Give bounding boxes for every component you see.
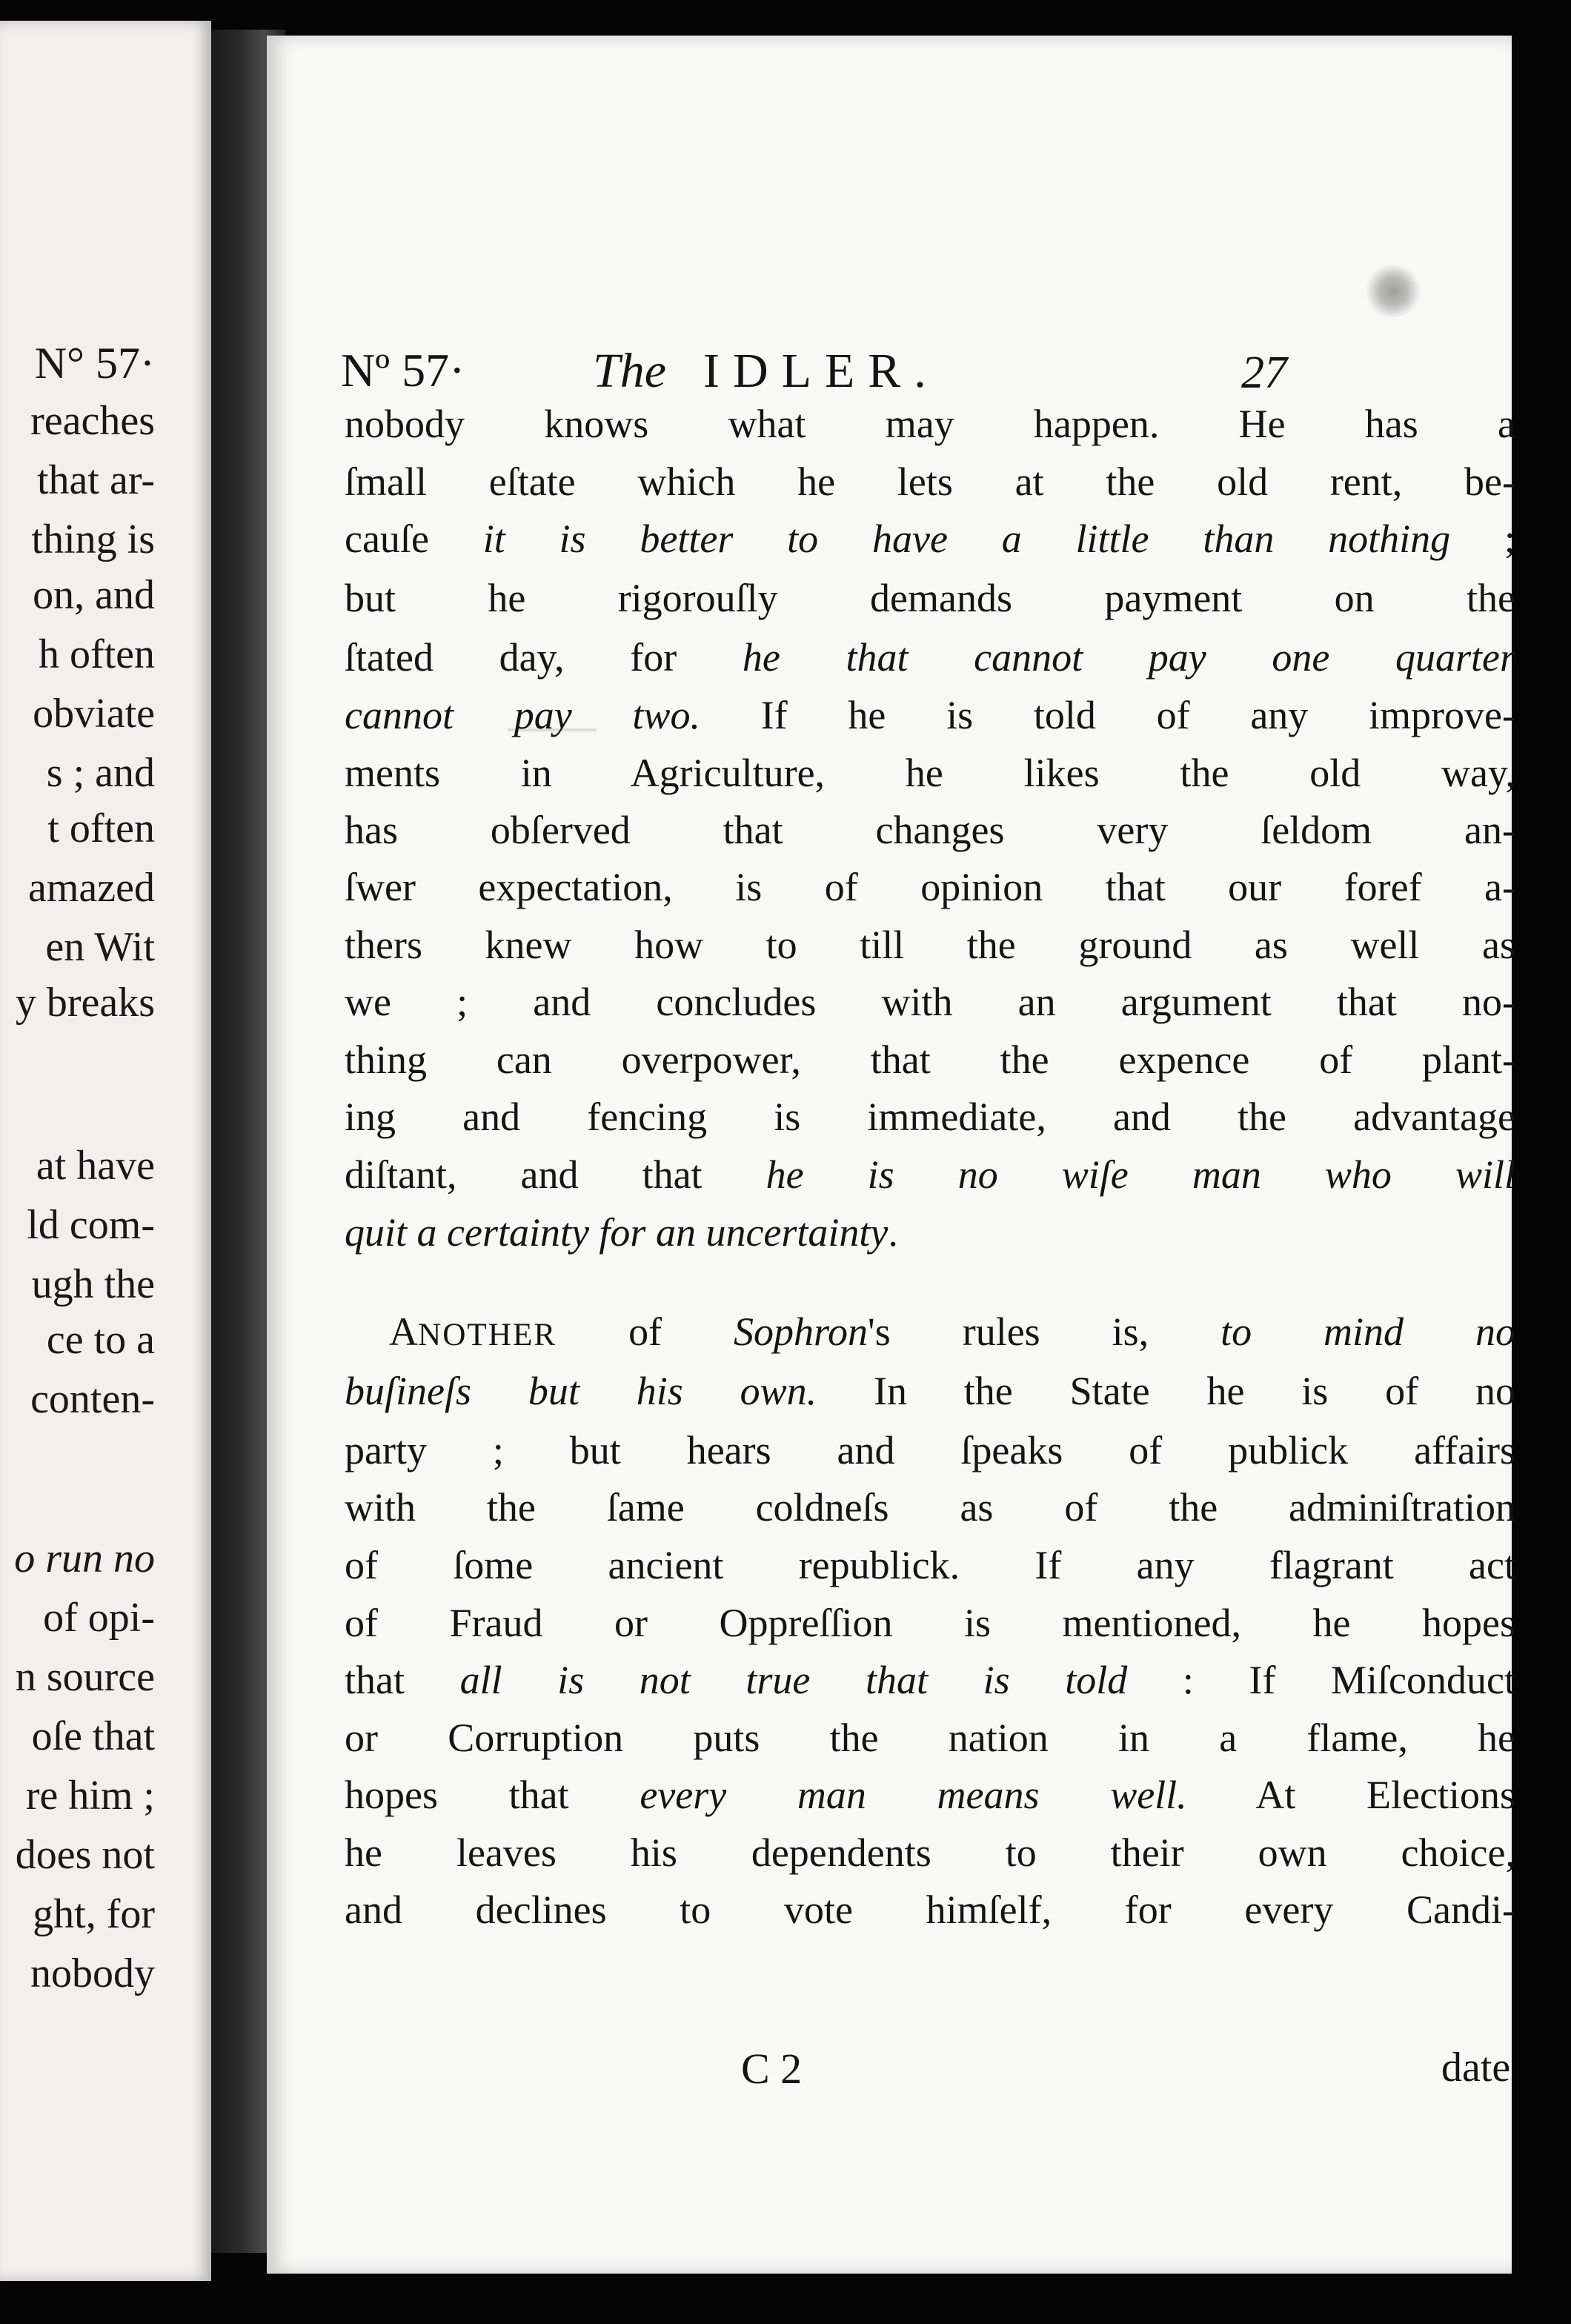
left-page-line: oſe that <box>31 1713 155 1759</box>
left-page-line: ld com- <box>27 1202 155 1248</box>
body-text <box>267 36 1515 2274</box>
catchword: date <box>1441 2045 1511 2091</box>
text-line: ſwer expectation, is of opinion that our foref a- <box>345 865 1515 909</box>
left-page-line: on, and <box>33 572 155 618</box>
text-line: that all is not true that is told : If Miſconduct <box>345 1658 1515 1702</box>
text-line: cannot pay two. If he is told of any improve- <box>345 693 1515 737</box>
text-line: thing can overpower, that the expence of plant- <box>345 1038 1515 1082</box>
text-line: cauſe it is better to have a little than nothing ; <box>345 517 1515 561</box>
left-page-line: thing is <box>31 517 155 562</box>
left-page-line: o run no <box>14 1536 155 1581</box>
text-line: but he rigorouſly demands payment on the <box>345 576 1515 620</box>
text-line: buſineſs but his own. In the State he is of no <box>345 1369 1515 1413</box>
text-line: he leaves his dependents to their own choice, <box>345 1830 1515 1875</box>
left-page-line: en Wit <box>45 924 155 970</box>
left-page-line: amazed <box>28 865 155 911</box>
left-page-line: of opi- <box>43 1595 155 1641</box>
left-page-line: ght, for <box>33 1891 155 1937</box>
left-page-line: conten- <box>30 1376 155 1422</box>
text-line: quit a certainty for an uncertainty. <box>345 1210 898 1255</box>
signature-mark: C 2 <box>741 2045 803 2093</box>
left-page-line: n source <box>15 1654 155 1700</box>
left-page-line: obviate <box>33 691 155 737</box>
text-line: diſtant, and that he is no wiſe man who will <box>345 1152 1515 1197</box>
text-line: or Corruption puts the nation in a flame, he <box>345 1716 1515 1760</box>
text-line: ſmall eſtate which he lets at the old rent, be- <box>345 459 1515 504</box>
text-line: with the ſame coldneſs as of the adminiſtration <box>345 1485 1515 1530</box>
text-line: party ; but hears and ſpeaks of publick affairs <box>345 1428 1515 1473</box>
issue-number: Nº 57· <box>341 344 465 396</box>
left-page-line: N° 57· <box>34 339 155 388</box>
left-page-line: reaches <box>30 398 155 444</box>
left-page <box>0 21 211 2281</box>
text-line: and declines to vote himſelf, for every Candi- <box>345 1888 1515 1932</box>
text-line: of Fraud or Oppreſſion is mentioned, he hopes <box>345 1601 1515 1645</box>
text-line: ing and fencing is immediate, and the advantage <box>345 1095 1515 1139</box>
left-page-line: ce to a <box>46 1317 155 1363</box>
running-title-name: IDLER. <box>703 344 940 398</box>
left-page-line: t often <box>47 806 155 851</box>
left-page-line: re him ; <box>25 1773 155 1819</box>
left-page-line: y breaks <box>15 980 155 1026</box>
left-page-line: s ; and <box>46 750 155 796</box>
text-line: thers knew how to till the ground as well as <box>345 923 1515 967</box>
left-page-line: ugh the <box>31 1261 155 1307</box>
text-line: ments in Agriculture, he likes the old way, <box>345 751 1515 795</box>
page-number: 27 <box>1241 348 1287 398</box>
left-page-text <box>0 21 211 2281</box>
left-page-line: nobody <box>30 1950 155 1996</box>
left-page-line: does not <box>15 1832 155 1878</box>
left-page-line: h often <box>38 631 155 677</box>
text-line: we ; and concludes with an argument that no- <box>345 980 1515 1024</box>
text-line: hopes that every man means well. At Elections <box>345 1773 1515 1817</box>
text-line: ANOTHER of Sophron's rules is, to mind no <box>389 1309 1515 1354</box>
text-line: ſtated day, for he that cannot pay one quarter <box>345 635 1515 680</box>
text-line: has obſerved that changes very ſeldom an- <box>345 808 1515 852</box>
running-title-article: The <box>593 344 666 398</box>
left-page-line: at have <box>36 1143 155 1189</box>
text-line: of ſome ancient republick. If any flagrant act <box>345 1543 1515 1587</box>
text-line: nobody knows what may happen. He has a <box>345 402 1515 446</box>
right-page <box>267 36 1515 2274</box>
left-page-line: that ar- <box>36 457 155 503</box>
